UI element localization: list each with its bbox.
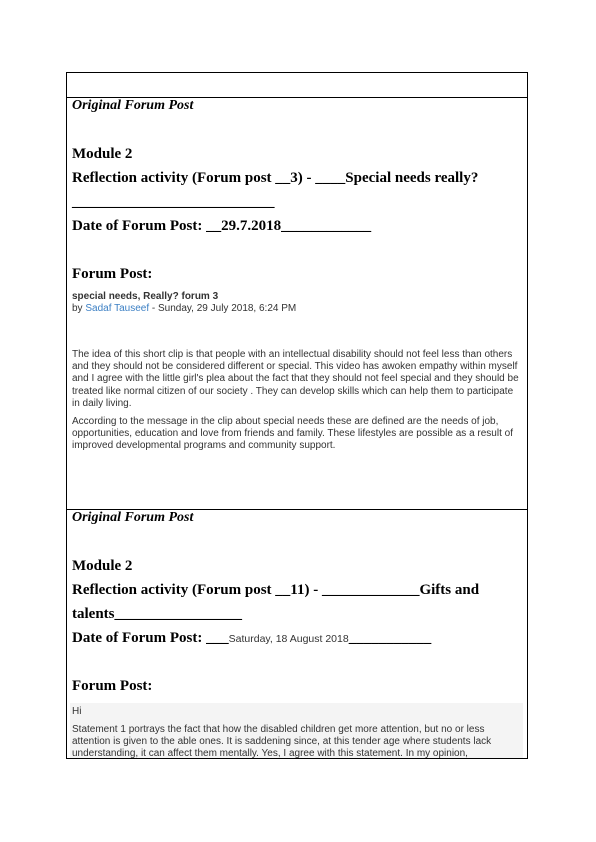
forum-post-label: Forum Post: [72,678,153,694]
reflection-title: Reflection activity (Forum post __11) - _____________Gifts and [72,582,480,598]
post-byline [72,303,296,315]
forum-post-cell-1 [67,98,527,510]
forum-post-cell-2 [67,510,527,759]
post-title: special needs, Really? forum 3 [72,291,219,302]
module-label: Module 2 [72,558,133,574]
reflection-underline: ___________________________ [72,194,275,210]
date-of-post: Date of Forum Post: __29.7.2018____________ [72,218,372,234]
reflection-title: Reflection activity (Forum post __3) - ____Special needs really? [72,170,479,186]
byline-date: - Sunday, 29 July 2018, 6:24 PM [149,303,297,314]
author-link[interactable]: Sadaf Tauseef [85,303,150,314]
date-value: Saturday, 18 August 2018 [228,633,349,645]
section-heading: Original Forum Post [72,98,194,113]
post-paragraph-1: The idea of this short clip is that people with an intellectual disability should not feel less than others and they should not be considered different or special. This video has awoken empathy within myself and I agree with the little girl's plea about the fact that they should not feel special and they should be treated like normal citizen of our society . They can develop skills which can help them to participate in daily living. [72,349,519,409]
module-label: Module 2 [72,146,133,162]
post-meta [72,291,296,315]
post-greeting: Hi [72,706,82,717]
post-paragraph-1: Statement 1 portrays the fact that how the disabled children get more attention, but no or less attention is given to the able ones. It is saddening since, at this tender age where students lack understanding, it can affect them mentally. Yes, I agree with this statement. In my opinion, [72,724,492,759]
date-of-post [72,630,431,647]
document-table [66,72,528,759]
reflection-continued: talents_________________ [72,606,242,622]
forum-post-label: Forum Post: [72,266,153,282]
post-paragraph-2: According to the message in the clip about special needs these are defined are the needs of job, opportunities, education and love from friends and family. These lifestyles are possible as a result of improved developmental programs and community support. [72,416,513,452]
date-suffix: ___________ [348,630,432,646]
byline-prefix: by [72,303,86,314]
section-heading: Original Forum Post [72,510,194,525]
date-prefix: Date of Forum Post: ___ [72,630,229,646]
empty-header-row [67,73,527,98]
